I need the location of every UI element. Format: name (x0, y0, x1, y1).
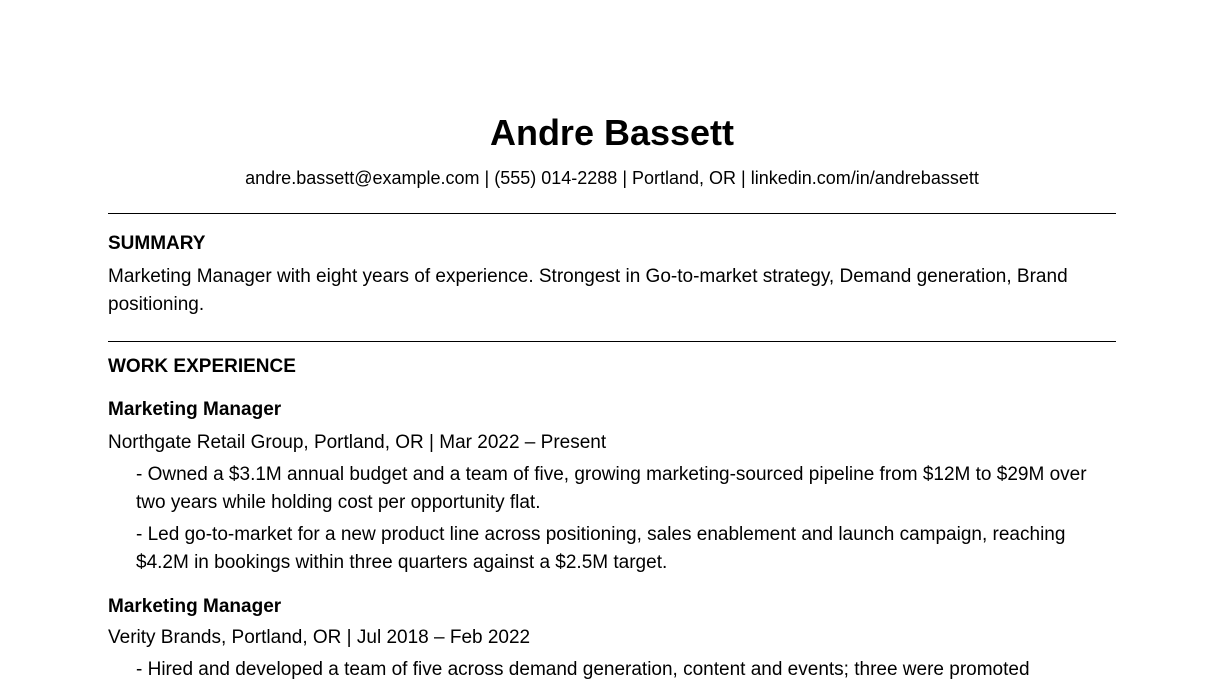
section-divider (108, 213, 1116, 214)
candidate-name: Andre Bassett (489, 112, 735, 153)
job-bullet: - Owned a $3.1M annual budget and a team of five, growing marketing-sourced pipeline from $12M to $29M over two years while holding cost per opportunity flat. (136, 464, 1087, 513)
job-title: Marketing Manager (108, 596, 282, 617)
job-meta: Northgate Retail Group, Portland, OR | Mar 2022 – Present (108, 432, 607, 453)
section-divider (108, 341, 1116, 342)
work-experience-heading: WORK EXPERIENCE (108, 356, 296, 377)
job-title: Marketing Manager (108, 399, 282, 420)
contact-line: andre.bassett@example.com | (555) 014-2288 | Portland, OR | linkedin.com/in/andrebassett (245, 168, 979, 188)
job-bullet: - Hired and developed a team of five across demand generation, content and events; three were promoted (136, 659, 1030, 680)
job-meta: Verity Brands, Portland, OR | Jul 2018 – Feb 2022 (108, 627, 531, 648)
job-bullet: - Led go-to-market for a new product line across positioning, sales enablement and launch campaign, reaching $4.2M in bookings within three quarters against a $2.5M target. (136, 524, 1066, 573)
summary-text: Marketing Manager with eight years of experience. Strongest in Go-to-market strategy, Demand generation, Brand positioning. (108, 266, 1068, 315)
summary-heading: SUMMARY (108, 233, 206, 254)
